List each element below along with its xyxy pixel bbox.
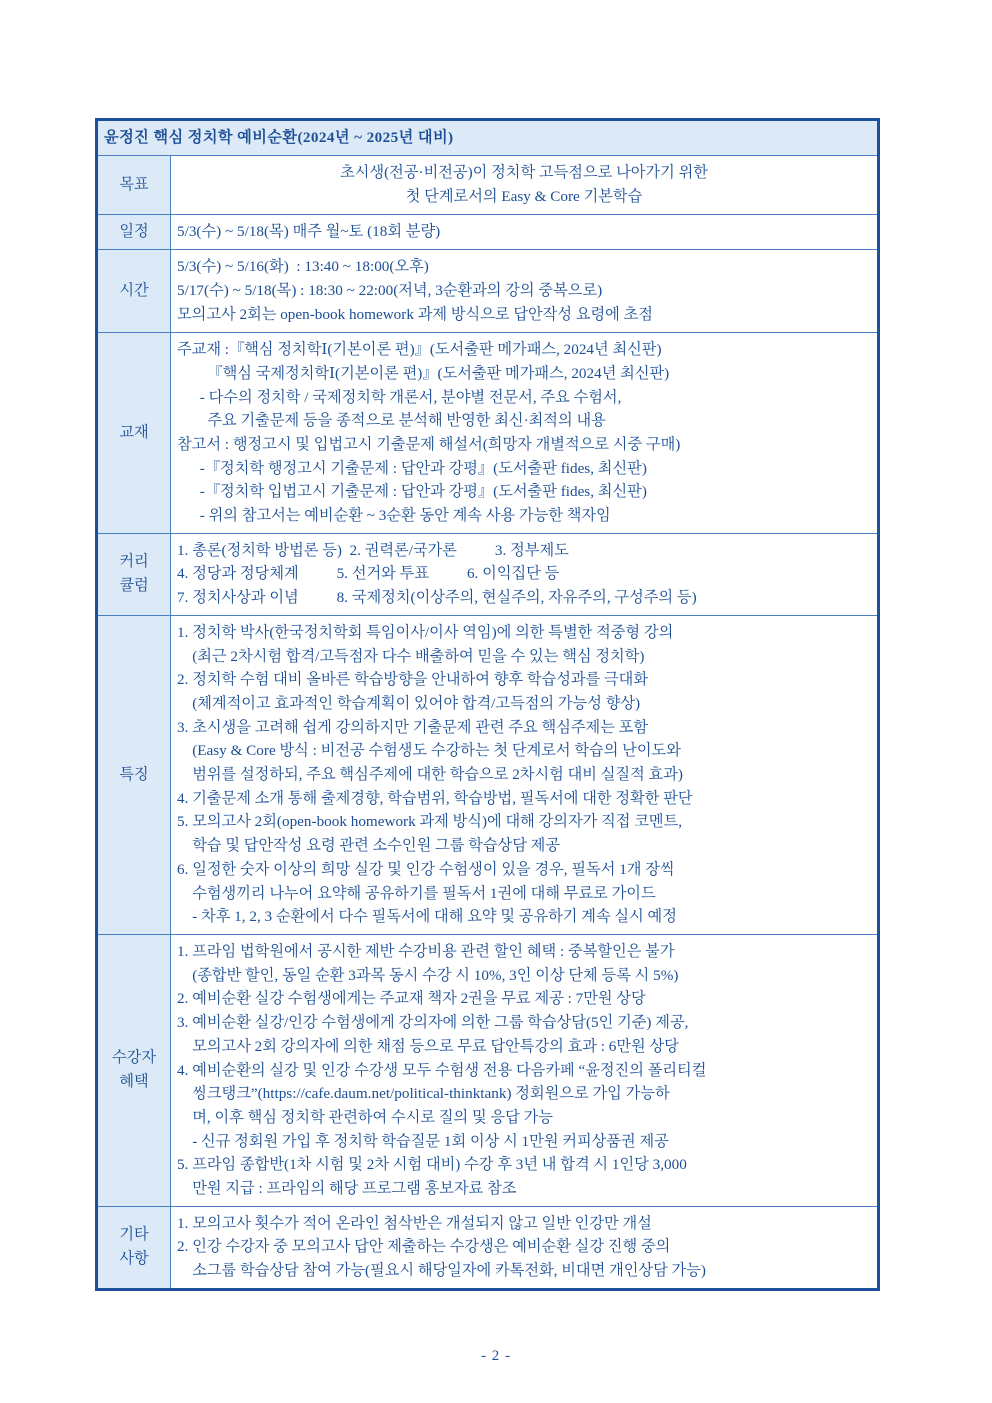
text-line: - 다수의 정치학 / 국제정치학 개론서, 분야별 전문서, 주요 수험서, bbox=[177, 388, 622, 406]
text-line: 5/3(수) ~ 5/18(목) 매주 월~토 (18회 분량) bbox=[177, 223, 441, 241]
table-row bbox=[97, 250, 879, 333]
text-line: (최근 2차시험 합격/고득점자 다수 배출하여 믿을 수 있는 핵심 정치학) bbox=[177, 647, 645, 665]
text-line: 씽크탱크”(https://cafe.daum.net/political-thinktank) 정회원으로 가입 가능하 bbox=[177, 1085, 670, 1103]
row-content-other bbox=[171, 1206, 879, 1289]
text-line: 2. 인강 수강자 중 모의고사 답안 제출하는 수강생은 예비순환 실강 진행 중의 bbox=[177, 1238, 671, 1256]
text-line: -『정치학 행정고시 기출문제 : 답안과 강평』(도서출판 fides, 최신판) bbox=[177, 459, 647, 477]
text-line: 1. 프라임 법학원에서 공시한 제반 수강비용 관련 할인 혜택 : 중복할인은 불가 bbox=[177, 942, 675, 960]
text-line: - 위의 참고서는 예비순환 ~ 3순환 동안 계속 사용 가능한 책자임 bbox=[177, 507, 611, 525]
page-footer: - 2 - bbox=[481, 1348, 511, 1364]
text-line: 주요 기출문제 등을 종적으로 분석해 반영한 최신·최적의 내용 bbox=[177, 412, 606, 430]
text-line: 7. 정치사상과 이념 8. 국제정치(이상주의, 현실주의, 자유주의, 구성주의 등) bbox=[177, 589, 697, 607]
table-row bbox=[97, 1206, 879, 1289]
text-line: 참고서 : 행정고시 및 입법고시 기출문제 해설서(희망자 개별적으로 시중 구매) bbox=[177, 435, 681, 453]
text-line: 모의고사 2회는 open-book homework 과제 방식으로 답안작성 요령에 초점 bbox=[177, 306, 653, 324]
text-line: 5/3(수) ~ 5/16(화) : 13:40 ~ 18:00(오후) bbox=[177, 258, 429, 276]
table-body bbox=[97, 120, 879, 1290]
text-line: 만원 지급 : 프라임의 해당 프로그램 홍보자료 참조 bbox=[177, 1180, 517, 1198]
text-line: 주교재 :『핵심 정치학Ⅰ(기본이론 편)』(도서출판 메가패스, 2024년 최신판) bbox=[177, 341, 662, 359]
row-content-schedule bbox=[171, 215, 879, 250]
table-row bbox=[97, 333, 879, 534]
text-line: 5. 프라임 종합반(1차 시험 및 2차 시험 대비) 수강 후 3년 내 합격 시 1인당 3,000 bbox=[177, 1156, 687, 1174]
text-line: 4. 정당과 정당체계 5. 선거와 투표 6. 이익집단 등 bbox=[177, 565, 560, 583]
row-content-textbook bbox=[171, 333, 879, 534]
text-line: 며, 이후 핵심 정치학 관련하여 수시로 질의 및 응답 가능 bbox=[177, 1108, 553, 1126]
text-line: 학습 및 답안작성 요령 관련 소수인원 그룹 학습상담 제공 bbox=[177, 837, 560, 855]
row-content-curriculum bbox=[171, 533, 879, 615]
table-row-title bbox=[97, 120, 879, 156]
text-line: 『핵심 국제정치학Ⅰ(기본이론 편)』(도서출판 메가패스, 2024년 최신판) bbox=[177, 364, 670, 382]
row-content-features bbox=[171, 615, 879, 934]
text-line: - 신규 정회원 가입 후 정치학 학습질문 1회 이상 시 1만원 커피상품권 제공 bbox=[177, 1132, 669, 1150]
row-content-benefits bbox=[171, 934, 879, 1206]
table-row bbox=[97, 615, 879, 934]
table-row bbox=[97, 156, 879, 215]
row-label-other: 기타 사항 bbox=[97, 1206, 171, 1289]
table-row bbox=[97, 215, 879, 250]
text-line: 수험생끼리 나누어 요약해 공유하기를 필독서 1권에 대해 무료로 가이드 bbox=[177, 884, 656, 902]
row-label-textbook: 교재 bbox=[97, 333, 171, 534]
text-line: 4. 기출문제 소개 통해 출제경향, 학습범위, 학습방법, 필독서에 대한 정확한 판단 bbox=[177, 789, 693, 807]
text-line: (체계적이고 효과적인 학습계획이 있어야 합격/고득점의 가능성 향상) bbox=[177, 694, 641, 712]
text-line: 모의고사 2회 강의자에 의한 채점 등으로 무료 답안특강의 효과 : 6만원 상당 bbox=[177, 1037, 679, 1055]
table-row bbox=[97, 934, 879, 1206]
course-info-table bbox=[95, 118, 880, 1291]
text-line: - 차후 1, 2, 3 순환에서 다수 필독서에 대해 요약 및 공유하기 계속 실시 예정 bbox=[177, 908, 677, 926]
text-line: 범위를 설정하되, 주요 핵심주제에 대한 학습으로 2차시험 대비 실질적 효과) bbox=[177, 766, 683, 784]
row-label-schedule: 일정 bbox=[97, 215, 171, 250]
text-line: 소그룹 학습상담 참여 가능(필요시 해당일자에 카톡전화, 비대면 개인상담 가능) bbox=[177, 1262, 706, 1280]
text-line: (Easy & Core 방식 : 비전공 수험생도 수강하는 첫 단계로서 학습의 난이도와 bbox=[177, 742, 681, 760]
text-line: 2. 예비순환 실강 수험생에게는 주교재 책자 2권을 무료 제공 : 7만원 상당 bbox=[177, 990, 646, 1008]
text-line: 6. 일정한 숫자 이상의 희망 실강 및 인강 수험생이 있을 경우, 필독서 1개 장씩 bbox=[177, 860, 675, 878]
row-label-goal: 목표 bbox=[97, 156, 171, 215]
text-line: (종합반 할인, 동일 순환 3과목 동시 수강 시 10%, 3인 이상 단체 등록 시 5%) bbox=[177, 966, 679, 984]
row-label-time: 시간 bbox=[97, 250, 171, 333]
row-label-features: 특징 bbox=[97, 615, 171, 934]
row-content-goal bbox=[171, 156, 879, 215]
text-line: 5. 모의고사 2회(open-book homework 과제 방식)에 대해 강의자가 직접 코멘트, bbox=[177, 813, 683, 831]
text-line: 1. 모의고사 횟수가 적어 온라인 첨삭반은 개설되지 않고 일반 인강만 개설 bbox=[177, 1214, 652, 1232]
text-line: 1. 정치학 박사(한국정치학회 특임이사/이사 역임)에 의한 특별한 적중형 강의 bbox=[177, 623, 674, 641]
row-content-time bbox=[171, 250, 879, 333]
text-line: 첫 단계로서의 Easy & Core 기본학습 bbox=[405, 188, 643, 206]
row-label-curriculum: 커리 큘럼 bbox=[97, 533, 171, 615]
row-label-benefits: 수강자 혜택 bbox=[97, 934, 171, 1206]
text-line: 1. 총론(정치학 방법론 등) 2. 권력론/국가론 3. 정부제도 bbox=[177, 541, 569, 559]
text-line: 초시생(전공·비전공)이 정치학 고득점으로 나아가기 위한 bbox=[340, 164, 708, 182]
page-title: 윤정진 핵심 정치학 예비순환(2024년 ~ 2025년 대비) bbox=[97, 120, 879, 156]
text-line: -『정치학 입법고시 기출문제 : 답안과 강평』(도서출판 fides, 최신판) bbox=[177, 483, 647, 501]
text-line: 3. 초시생을 고려해 쉽게 강의하지만 기출문제 관련 주요 핵심주제는 포함 bbox=[177, 718, 649, 736]
text-line: 5/17(수) ~ 5/18(목) : 18:30 ~ 22:00(저녁, 3순환과의 강의 중복으로) bbox=[177, 282, 603, 300]
text-line: 4. 예비순환의 실강 및 인강 수강생 모두 수험생 전용 다음카페 “윤정진의 폴리티컬 bbox=[177, 1061, 707, 1079]
text-line: 3. 예비순환 실강/인강 수험생에게 강의자에 의한 그룹 학습상담(5인 기준) 제공, bbox=[177, 1014, 689, 1032]
text-line: 2. 정치학 수험 대비 올바른 학습방향을 안내하여 향후 학습성과를 극대화 bbox=[177, 671, 649, 689]
table-row bbox=[97, 533, 879, 615]
